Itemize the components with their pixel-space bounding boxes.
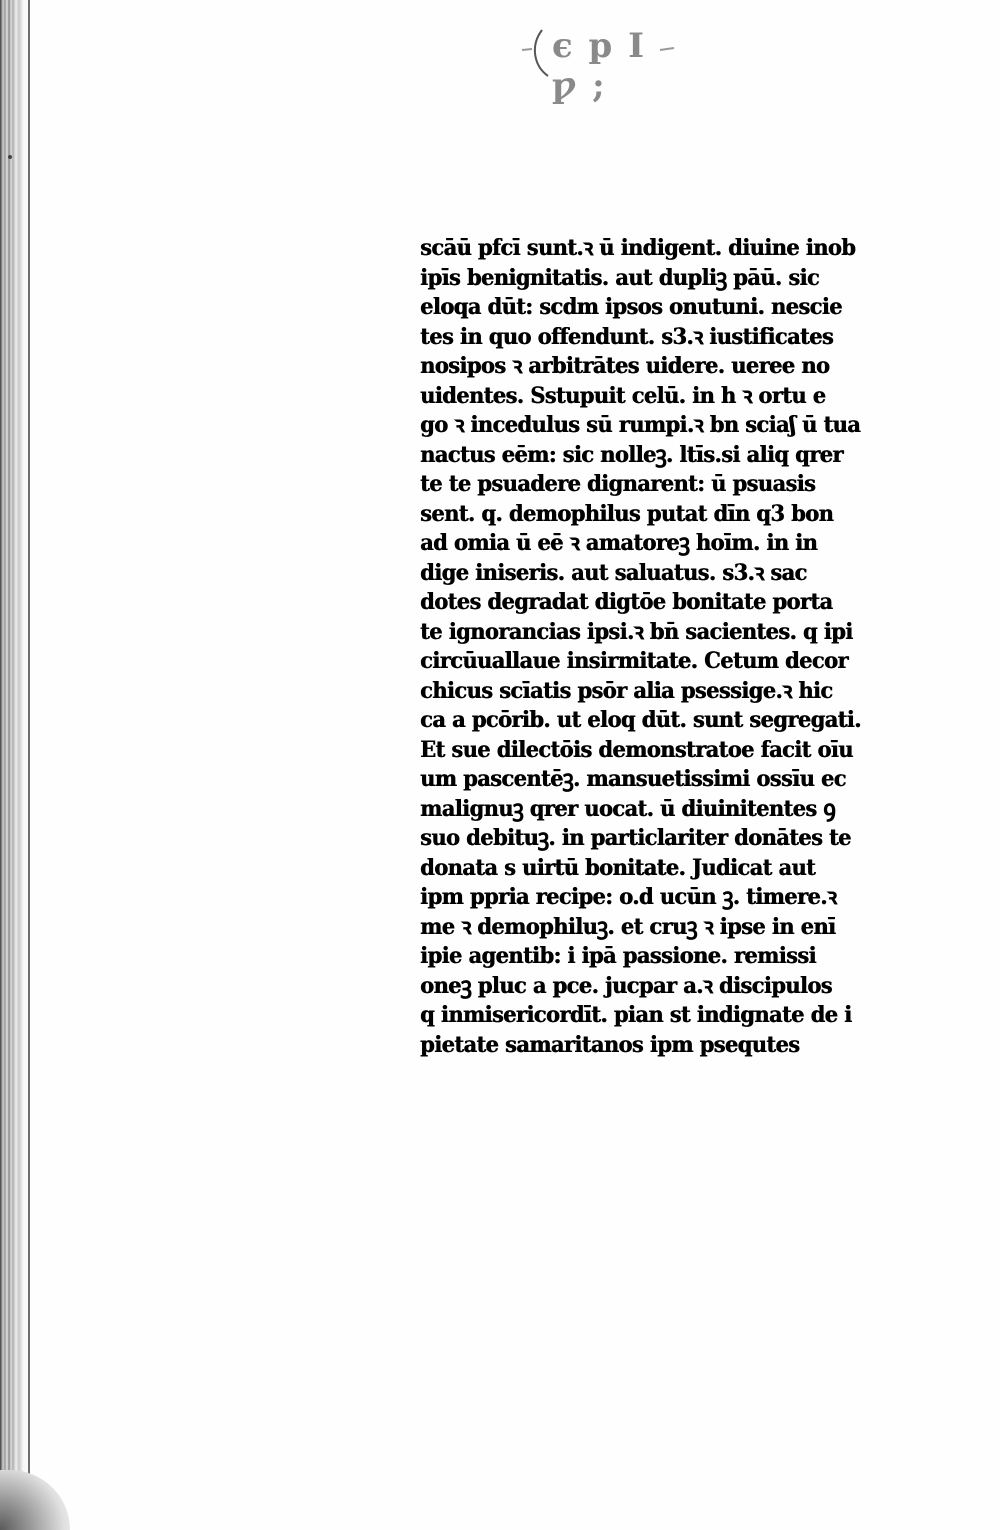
manuscript-line: pietate samaritanos ipm psequtes	[420, 1031, 800, 1058]
manuscript-line: ipm ppria recipe: o.d ucūn ꝫ. timere.ꝛ	[420, 884, 837, 910]
folio-number: ϵ p I ƿ ;	[552, 26, 647, 106]
manuscript-line: me ꝛ demophiluꝫ. et cruꝫ ꝛ ipse in enī	[420, 913, 836, 940]
manuscript-line: donata s uirtū bonitate. Judicat aut	[420, 854, 816, 881]
manuscript-line: sent. q. demophilus putat dīn q3 bon	[420, 500, 834, 527]
manuscript-line: q inmisericordīt. pian st indignate de i	[420, 1002, 852, 1028]
manuscript-line: Et sue dilectōis demonstratoe facit oīu	[420, 736, 853, 763]
manuscript-line: te ignorancias ipsi.ꝛ bn̄ sacientes. q ipi	[420, 618, 853, 645]
manuscript-line: ipie agentib: i ipā passione. remissi	[420, 943, 816, 969]
manuscript-line: go ꝛ incedulus sū rumpi.ꝛ bn sciaʃ ū tua	[420, 412, 861, 438]
manuscript-line: ad omia ū eē ꝛ amatoreꝫ hoīm. in in	[420, 530, 818, 556]
manuscript-line: tes in quo offendunt. s3.ꝛ iustificates	[420, 323, 833, 350]
page-corner-shadow	[0, 1470, 70, 1530]
manuscript-line: ca a pcōrib. ut eloq dūt. sunt segregati.	[420, 707, 861, 733]
manuscript-line: ipīs benignitatis. aut dupliꝫ pāū. sic	[420, 264, 819, 291]
manuscript-line: suo debituꝫ. in particlariter donātes te	[420, 825, 851, 851]
manuscript-line: dige iniseris. aut saluatus. s3.ꝛ sac	[420, 559, 807, 586]
manuscript-line: uidentes. Sstupuit celū. in h ꝛ ortu e	[420, 382, 826, 409]
manuscript-line: eloqa dūt: scdm ipsos onutuni. nescie	[420, 294, 842, 320]
manuscript-line: dotes degradat digtōe bonitate porta	[420, 589, 833, 615]
manuscript-line: chicus scīatis psōr alia psessige.ꝛ hic	[420, 677, 833, 704]
gutter-fold-line	[28, 0, 30, 1530]
manuscript-line: circūuallaue insirmitate. Cetum decor	[420, 648, 848, 674]
manuscript-line: te te psuadere dignarent: ū psuasis	[420, 471, 816, 497]
manuscript-line: nosipos ꝛ arbitrātes uidere. ueree no	[420, 353, 830, 379]
manuscript-line: scāū pfcī sunt.ꝛ ū indigent. diuine inob	[420, 235, 856, 261]
manuscript-line: um pascentēꝫ. mansuetissimi ossīu ec	[420, 766, 846, 792]
manuscript-line: oneꝫ pluc a pce. jucpar a.ꝛ discipulos	[420, 972, 832, 999]
text-column	[420, 232, 861, 1068]
folio-mark	[520, 18, 680, 106]
manuscript-line: nactus eēm: sic nolleꝫ. ltīs.si aliq qrer	[420, 441, 843, 468]
ink-speck	[8, 155, 12, 159]
manuscript-line: malignuꝫ qrer uocat. ū diuinitentes ꝯ	[420, 795, 835, 822]
